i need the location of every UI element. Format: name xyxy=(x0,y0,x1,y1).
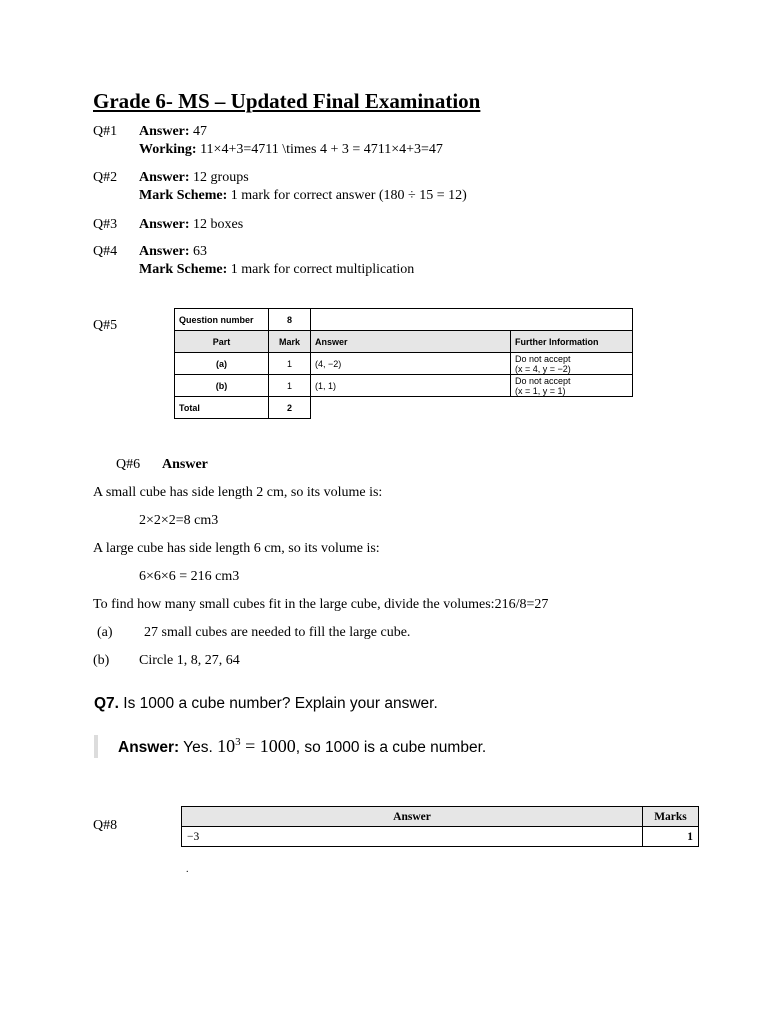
q7-answer-label: Answer: xyxy=(118,739,180,756)
column-header-mark: Mark xyxy=(269,331,311,353)
q4-label: Q#4 xyxy=(93,244,118,259)
q6-label: Q#6 xyxy=(116,457,141,472)
question-number-label: Question number xyxy=(175,309,269,331)
q2-label: Q#2 xyxy=(93,170,118,185)
column-header-part: Part xyxy=(175,331,269,353)
q1-answer-value: 47 xyxy=(189,124,208,139)
answer-cell: (4, −2) xyxy=(311,353,511,375)
question-number-value: 8 xyxy=(269,309,311,331)
total-label: Total xyxy=(175,397,269,419)
q6-line: A small cube has side length 2 cm, so its volume is: xyxy=(93,485,383,500)
q8-answer-table xyxy=(181,806,699,847)
table-row xyxy=(175,397,633,419)
q6-calc: 6×6×6 = 216 cm3 xyxy=(139,569,240,584)
q4-answer xyxy=(139,244,207,260)
q6-part-b-text: Circle 1, 8, 27, 64 xyxy=(139,653,240,668)
q3-label: Q#3 xyxy=(93,217,118,232)
column-header-answer: Answer xyxy=(182,807,643,827)
q1-answer-label: Answer: xyxy=(139,124,190,139)
q6-line: A large cube has side length 6 cm, so its volume is: xyxy=(93,541,380,556)
q2-answer xyxy=(139,170,249,186)
table-header-row xyxy=(175,331,633,353)
q2-scheme-value: 1 mark for correct answer (180 ÷ 15 = 12) xyxy=(227,188,467,203)
q7-math-rest: = 1000 xyxy=(240,736,296,756)
further-info-line: Do not accept xyxy=(515,353,571,364)
q1-working xyxy=(139,142,443,158)
mark-cell: 1 xyxy=(269,375,311,397)
further-info-cell xyxy=(511,375,633,397)
q4-answer-value: 63 xyxy=(189,244,208,259)
q7-question xyxy=(94,695,438,713)
q6-part-a-text: 27 small cubes are needed to fill the large cube. xyxy=(144,625,411,640)
q2-mark-scheme xyxy=(139,188,467,204)
marks-cell: 1 xyxy=(643,827,699,847)
q1-answer xyxy=(139,124,207,140)
table-row xyxy=(175,309,633,331)
column-header-marks: Marks xyxy=(643,807,699,827)
q7-math-exponent: 3 xyxy=(235,736,241,748)
q5-mark-table xyxy=(174,308,633,419)
q6-answer-heading: Answer xyxy=(162,457,208,472)
q3-answer-value: 12 boxes xyxy=(189,217,244,232)
q4-answer-label: Answer: xyxy=(139,244,190,259)
total-value: 2 xyxy=(269,397,311,419)
q7-answer-post: , so 1000 is a cube number. xyxy=(295,739,487,756)
q1-working-label: Working: xyxy=(139,142,197,157)
q7-question-text: Is 1000 a cube number? Explain your answer. xyxy=(118,695,438,712)
q7-math xyxy=(217,736,296,756)
q6-part-a-label: (a) xyxy=(97,625,113,640)
column-header-answer: Answer xyxy=(311,331,511,353)
blockquote-bar xyxy=(94,735,98,758)
q1-label: Q#1 xyxy=(93,124,118,139)
q6-part-b-label: (b) xyxy=(93,653,110,668)
q6-calc: 2×2×2=8 cm3 xyxy=(139,513,219,528)
q5-label: Q#5 xyxy=(93,318,118,333)
q7-answer-pre: Yes. xyxy=(179,739,218,756)
part-cell: (a) xyxy=(175,353,269,375)
answer-cell: (1, 1) xyxy=(311,375,511,397)
answer-cell: −3 xyxy=(182,827,643,847)
q2-answer-label: Answer: xyxy=(139,170,190,185)
q6-line: To find how many small cubes fit in the large cube, divide the volumes:216/8=27 xyxy=(93,597,549,612)
page-title: Grade 6- MS – Updated Final Examination xyxy=(93,89,481,113)
q2-scheme-label: Mark Scheme: xyxy=(139,188,228,203)
q3-answer-label: Answer: xyxy=(139,217,190,232)
part-cell: (b) xyxy=(175,375,269,397)
q4-scheme-value: 1 mark for correct multiplication xyxy=(227,262,415,277)
q4-scheme-label: Mark Scheme: xyxy=(139,262,228,277)
table-cell-empty xyxy=(311,309,633,331)
column-header-further-info: Further Information xyxy=(511,331,633,353)
stray-dot: . xyxy=(186,864,189,875)
q1-working-value: 11×4+3=4711 \times 4 + 3 = 4711×4+3=47 xyxy=(196,142,443,157)
q8-label: Q#8 xyxy=(93,818,118,833)
further-info-line: Do not accept xyxy=(515,375,571,386)
further-info-line: (x = 1, y = 1) xyxy=(515,385,566,396)
further-info-line: (x = 4, y = −2) xyxy=(515,363,571,374)
q4-mark-scheme xyxy=(139,262,414,278)
q7-math-base: 10 xyxy=(217,736,236,756)
further-info-cell xyxy=(511,353,633,375)
table-header-row xyxy=(182,807,699,827)
table-row xyxy=(175,375,633,397)
q2-answer-value: 12 groups xyxy=(189,170,249,185)
table-row xyxy=(175,353,633,375)
q7-answer xyxy=(118,736,486,757)
q7-label: Q7. xyxy=(94,695,119,712)
table-row xyxy=(182,827,699,847)
q3-answer xyxy=(139,217,243,233)
mark-cell: 1 xyxy=(269,353,311,375)
